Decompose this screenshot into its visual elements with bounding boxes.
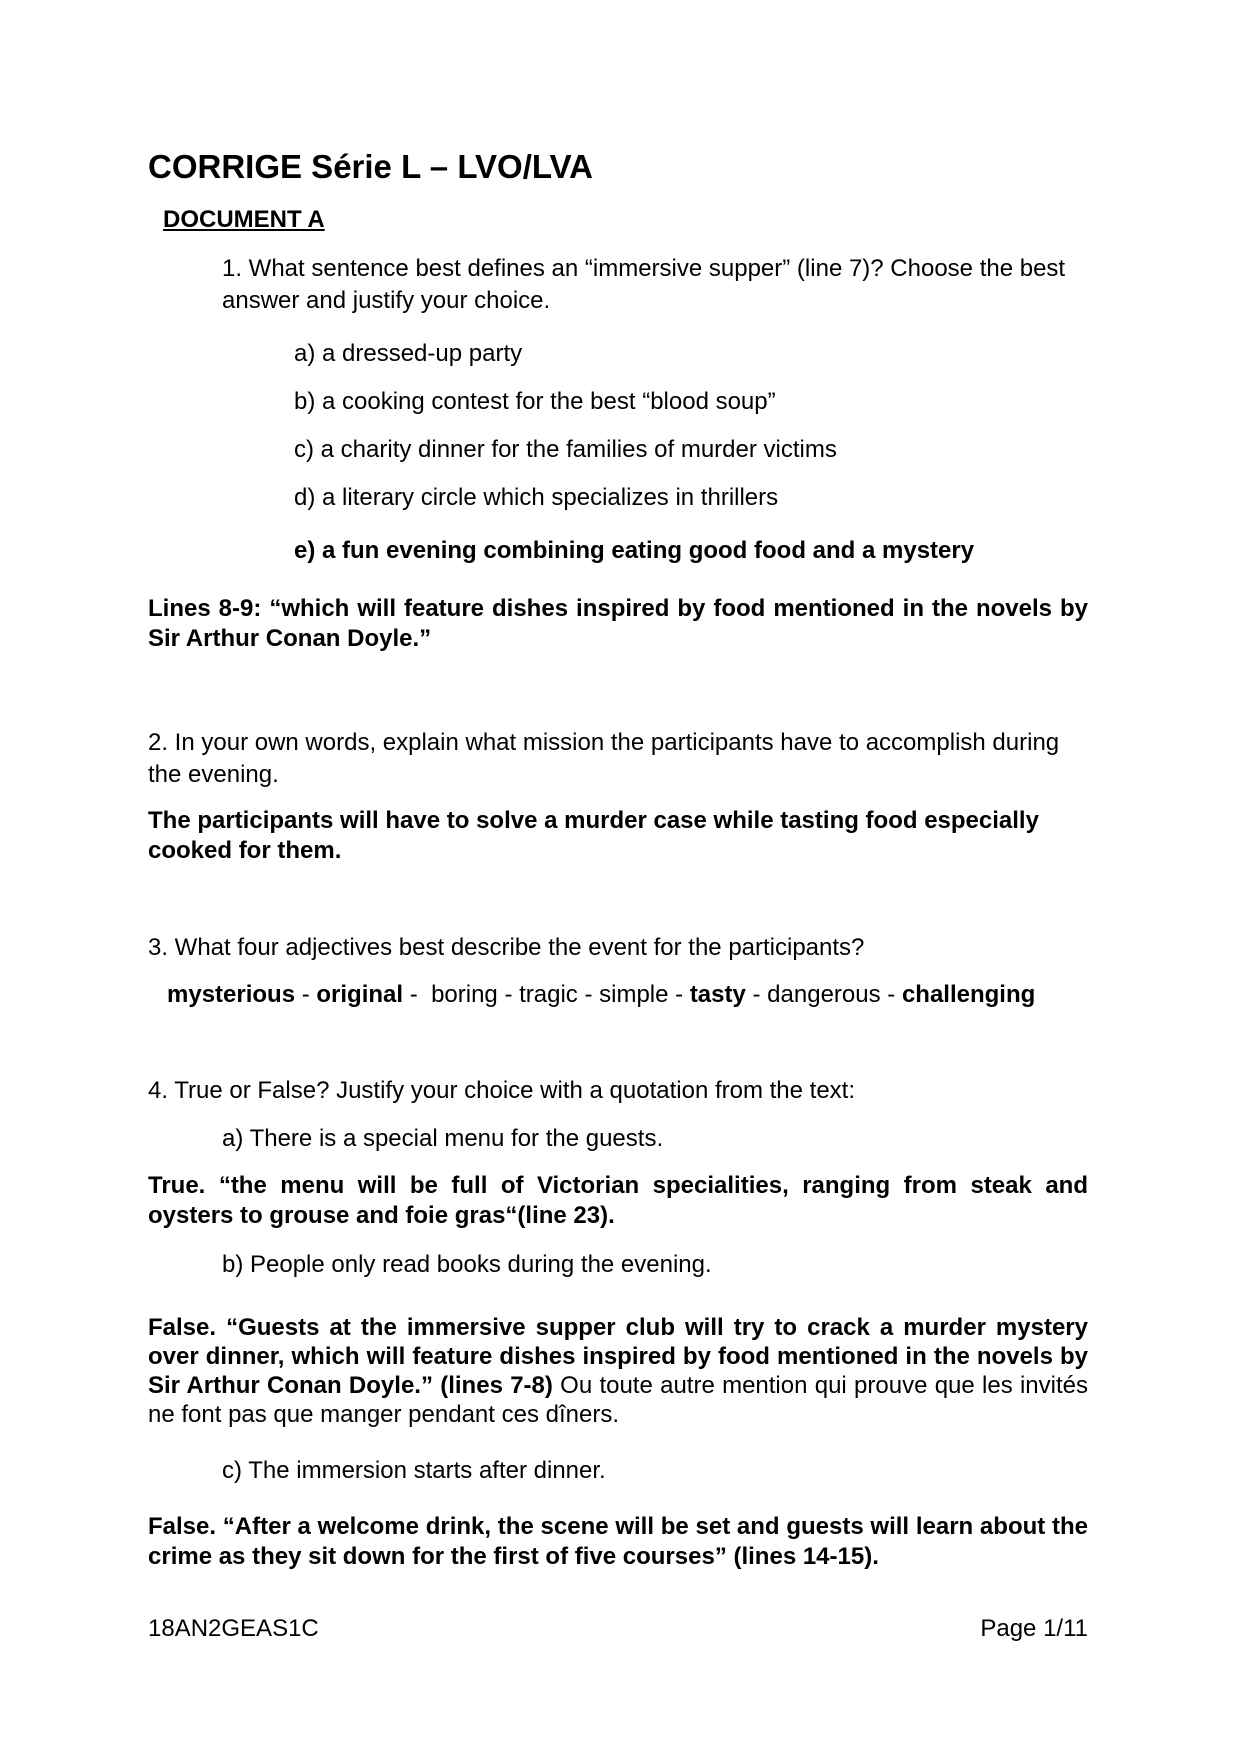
statement-4b: b) People only read books during the evening. (222, 1251, 712, 1278)
adjective-challenging: challenging (901, 981, 1036, 1008)
answer-4b-note: Ou toute autre mention qui prouve que les invités ne font pas que manger pendant ces dîners. (148, 1372, 1088, 1428)
question-3: 3. What four adjectives best describe the event for the participants? (148, 934, 865, 961)
document-heading: DOCUMENT A (163, 206, 325, 233)
answer-1: Lines 8-9: “which will feature dishes inspired by food mentioned in the novels by Sir Arthur Conan Doyle.” (148, 595, 1088, 652)
question-2: 2. In your own words, explain what mission the participants have to accomplish during the evening. (148, 729, 1060, 788)
answer-4c: False. “After a welcome drink, the scene will be set and guests will learn about the crime as they sit down for the first of five courses” (lines 14-15). (148, 1513, 1088, 1570)
adjective-boring: boring (431, 981, 498, 1008)
option-e-correct: e) a fun evening combining eating good food and a mystery (294, 537, 975, 564)
adjective-tragic: tragic (519, 981, 578, 1008)
statement-4a: a) There is a special menu for the guests. (222, 1125, 664, 1152)
question-1: 1. What sentence best defines an “immersive supper” (line 7)? Choose the best answer and justify your choice. (222, 255, 1066, 314)
question-4: 4. True or False? Justify your choice with a quotation from the text: (148, 1077, 856, 1104)
adjective-mysterious: mysterious (167, 981, 296, 1008)
adjective-dangerous: dangerous (767, 981, 881, 1008)
answer-4a: True. “the menu will be full of Victorian specialities, ranging from steak and oysters to grouse and foie gras“(line 23). (148, 1172, 1088, 1229)
adjective-list: mysterious - original - boring - tragic - simple - tasty - dangerous - challenging (167, 981, 1036, 1008)
statement-4c: c) The immersion starts after dinner. (222, 1457, 606, 1484)
option-d: d) a literary circle which specializes in thrillers (294, 484, 779, 511)
adjective-tasty: tasty (689, 981, 746, 1008)
option-b: b) a cooking contest for the best “blood soup” (294, 388, 776, 415)
footer-page-number: Page 1/11 (980, 1615, 1088, 1642)
answer-2: The participants will have to solve a murder case while tasting food especially cooked for them. (148, 807, 1039, 864)
answer-4b: False. “Guests at the immersive supper club will try to crack a murder mystery over dinner, which will feature dishes inspired by food mentioned in the novels by Sir Arthur Conan Doyle.” (lines 7-8) Ou toute autre mention qui prouve que les invités ne font pas que manger pendant ces dîners. (148, 1314, 1088, 1428)
option-c: c) a charity dinner for the families of murder victims (294, 436, 837, 463)
adjective-original: original (316, 981, 404, 1008)
page-title: CORRIGE Série L – LVO/LVA (148, 148, 593, 185)
footer-code: 18AN2GEAS1C (148, 1615, 319, 1642)
option-a: a) a dressed-up party (294, 340, 523, 367)
adjective-simple: simple (599, 981, 669, 1008)
